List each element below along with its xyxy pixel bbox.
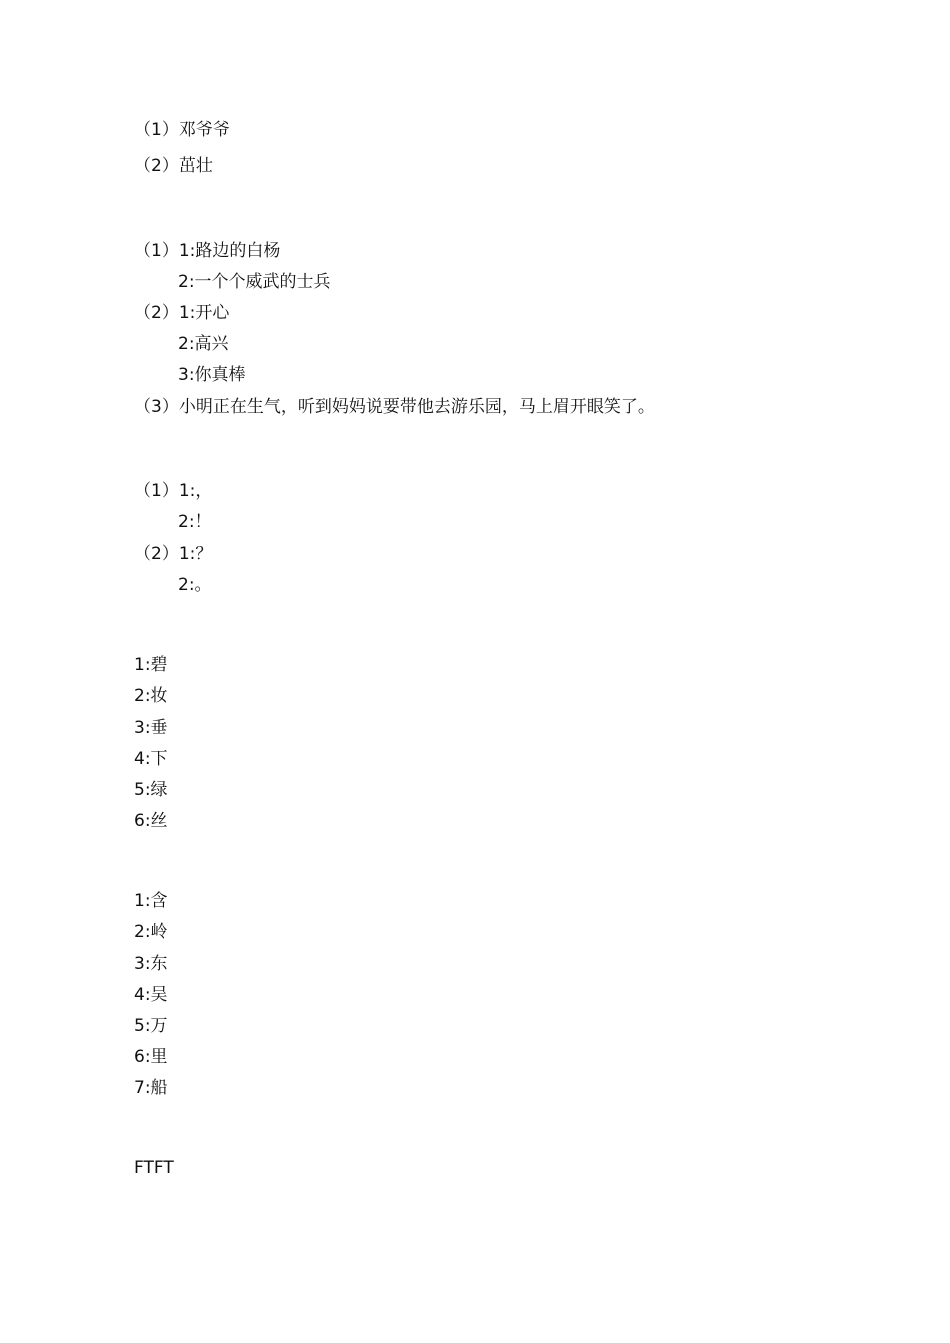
answer-line: FTFT xyxy=(134,1158,174,1178)
answer-line: 4:吴 xyxy=(134,985,168,1005)
answer-line: 5:绿 xyxy=(134,780,168,800)
answer-line: 2:！ xyxy=(178,512,212,532)
answer-line: 4:下 xyxy=(134,749,168,769)
answer-line: 2:岭 xyxy=(134,922,168,942)
answer-line: 3:东 xyxy=(134,954,168,974)
answer-line: （1）1:， xyxy=(134,481,213,501)
answer-line: 2:高兴 xyxy=(178,334,229,354)
answer-line: （3）小明正在生气，听到妈妈说要带他去游乐园，马上眉开眼笑了。 xyxy=(134,397,655,417)
answer-line: 6:里 xyxy=(134,1047,168,1067)
answer-line: （2）茁壮 xyxy=(134,156,213,176)
answer-line: 2:妆 xyxy=(134,686,168,706)
answer-line: 3:垂 xyxy=(134,718,168,738)
answer-line: 3:你真棒 xyxy=(178,365,246,385)
answer-line: （1）邓爷爷 xyxy=(134,120,230,140)
answer-line: 2:。 xyxy=(178,575,212,595)
answer-line: （1）1:路边的白杨 xyxy=(134,241,281,261)
answer-line: （2）1:？ xyxy=(134,544,213,564)
answer-line: 7:船 xyxy=(134,1078,168,1098)
answer-line: 5:万 xyxy=(134,1016,168,1036)
answer-line: 1:含 xyxy=(134,891,168,911)
answer-line: 6:丝 xyxy=(134,811,168,831)
answer-line: 1:碧 xyxy=(134,655,168,675)
answer-line: 2:一个个威武的士兵 xyxy=(178,272,331,292)
answer-line: （2）1:开心 xyxy=(134,303,230,323)
